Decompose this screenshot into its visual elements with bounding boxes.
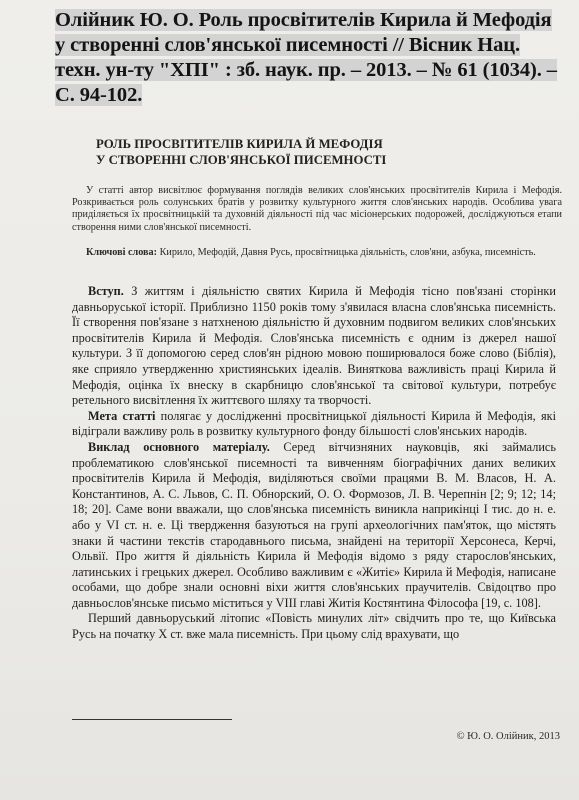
goal-text: полягає у дослідженні просвітницької діяльності Кирила й Мефодія, які відіграли важливу роль в розвитку культурного фонду більшості слов'янських народів.	[72, 408, 556, 439]
copyright-note: © Ю. О. Олійник, 2013	[456, 731, 560, 742]
article-title-line-2: У СТВОРЕННІ СЛОВ'ЯНСЬКОЇ ПИСЕМНОСТІ	[96, 153, 387, 167]
keywords-text: Кирило, Мефодій, Давня Русь, просвітницька діяльність, слов'яни, азбука, писемність.	[157, 247, 536, 258]
article-title-line-1: РОЛЬ ПРОСВІТИТЕЛІВ КИРИЛА Й МЕФОДІЯ	[96, 137, 383, 151]
article-body	[72, 284, 556, 643]
keywords	[72, 247, 562, 259]
paragraph-intro	[72, 284, 556, 409]
intro-label: Вступ.	[88, 284, 124, 298]
abstract: У статті автор висвітлює формування поглядів великих слов'янських просвітителів Кирила і Мефодія. Розкривається роль солунських братів у розвитку культурного життя слов'янських народів. Особлива увага приділяється їх просвітницькій та духовній діяльності під час місіонерських подорожей, досліджуються етапи створення ними слов'янської писемності.	[72, 185, 562, 233]
goal-label: Мета статті	[88, 408, 156, 423]
main-label: Виклад основного матеріалу.	[88, 439, 270, 454]
citation-header	[55, 8, 560, 108]
main-text: Серед вітчизняних науковців, які займались проблематикою слов'янської писемності та вивченням біографічних даних великих просвітителів Кирила й Мефодія, виділяються своїми працями В. М. Власов, Н. А. Константинов, А. С. Львов, С. П. Обнорский, О. О. Формозов, Л. В. Черепнін [2; 9; 12; 14; 18; 20]. Саме вони вважали, що слов'янська писемність виникла наприкінці І тис. до н. е. або у VI ст. н. е. Ці твердження базуються на групі археологічних пам'яток, що містять знаки й частини текстів стародавнього письма, знайдені на території Херсонеса, Керчі, Ольвії. Про життя й діяльність Кирила й Мефодія відомо з ряду старослов'янських, латинських і грецьких джерел. Особливо важливим є «Житіє» Кирила й Мефодія, написане особами, що добре знали основні віхи життя слов'янських праучителів. Свідоцтво про давньослов'янське письмо міститься у VIII главі Житія Костянтина Філософа [19, с. 108].	[72, 439, 556, 610]
intro-text: З життям і діяльністю святих Кирила й Мефодія тісно пов'язані сторінки давньоруської історії. Приблизно 1150 років тому з'явилася власна слов'янська писемність. Її створення пов'язане з натхненою діяльністю й духовним подвигом великих слов'янських просвітителів Кирила й Мефодія. Слов'янська писемність є одним із джерел нашої культури. З її допомогою серед слов'ян рідною мовою поширювалося боже слово (Біблія), яке сприяло утвердженню християнських ідеалів. Виняткова важливість праці Кирила й Мефодія, оцінка їх внеску в скарбницю слов'янської та світової культури, потребує ретельного висвітлення їх життєвого шляху та творчості.	[72, 284, 556, 408]
paragraph-goal	[72, 409, 556, 440]
article-title	[96, 136, 516, 168]
keywords-label: Ключові слова:	[86, 247, 158, 258]
footnote-divider	[72, 719, 232, 720]
citation-text: Олійник Ю. О. Роль просвітителів Кирила й Мефодія у створенні слов'янської писемності // Вісник Нац. техн. ун-ту "ХПІ" : зб. наук. пр. – 2013. – № 61 (1034). – С. 94-102.	[55, 9, 557, 106]
paragraph-last: Перший давньоруський літопис «Повість минулих літ» свідчить про те, що Київська Русь на початку Х ст. вже мала писемність. При цьому слід врахувати, що	[72, 611, 556, 642]
paragraph-main	[72, 440, 556, 612]
